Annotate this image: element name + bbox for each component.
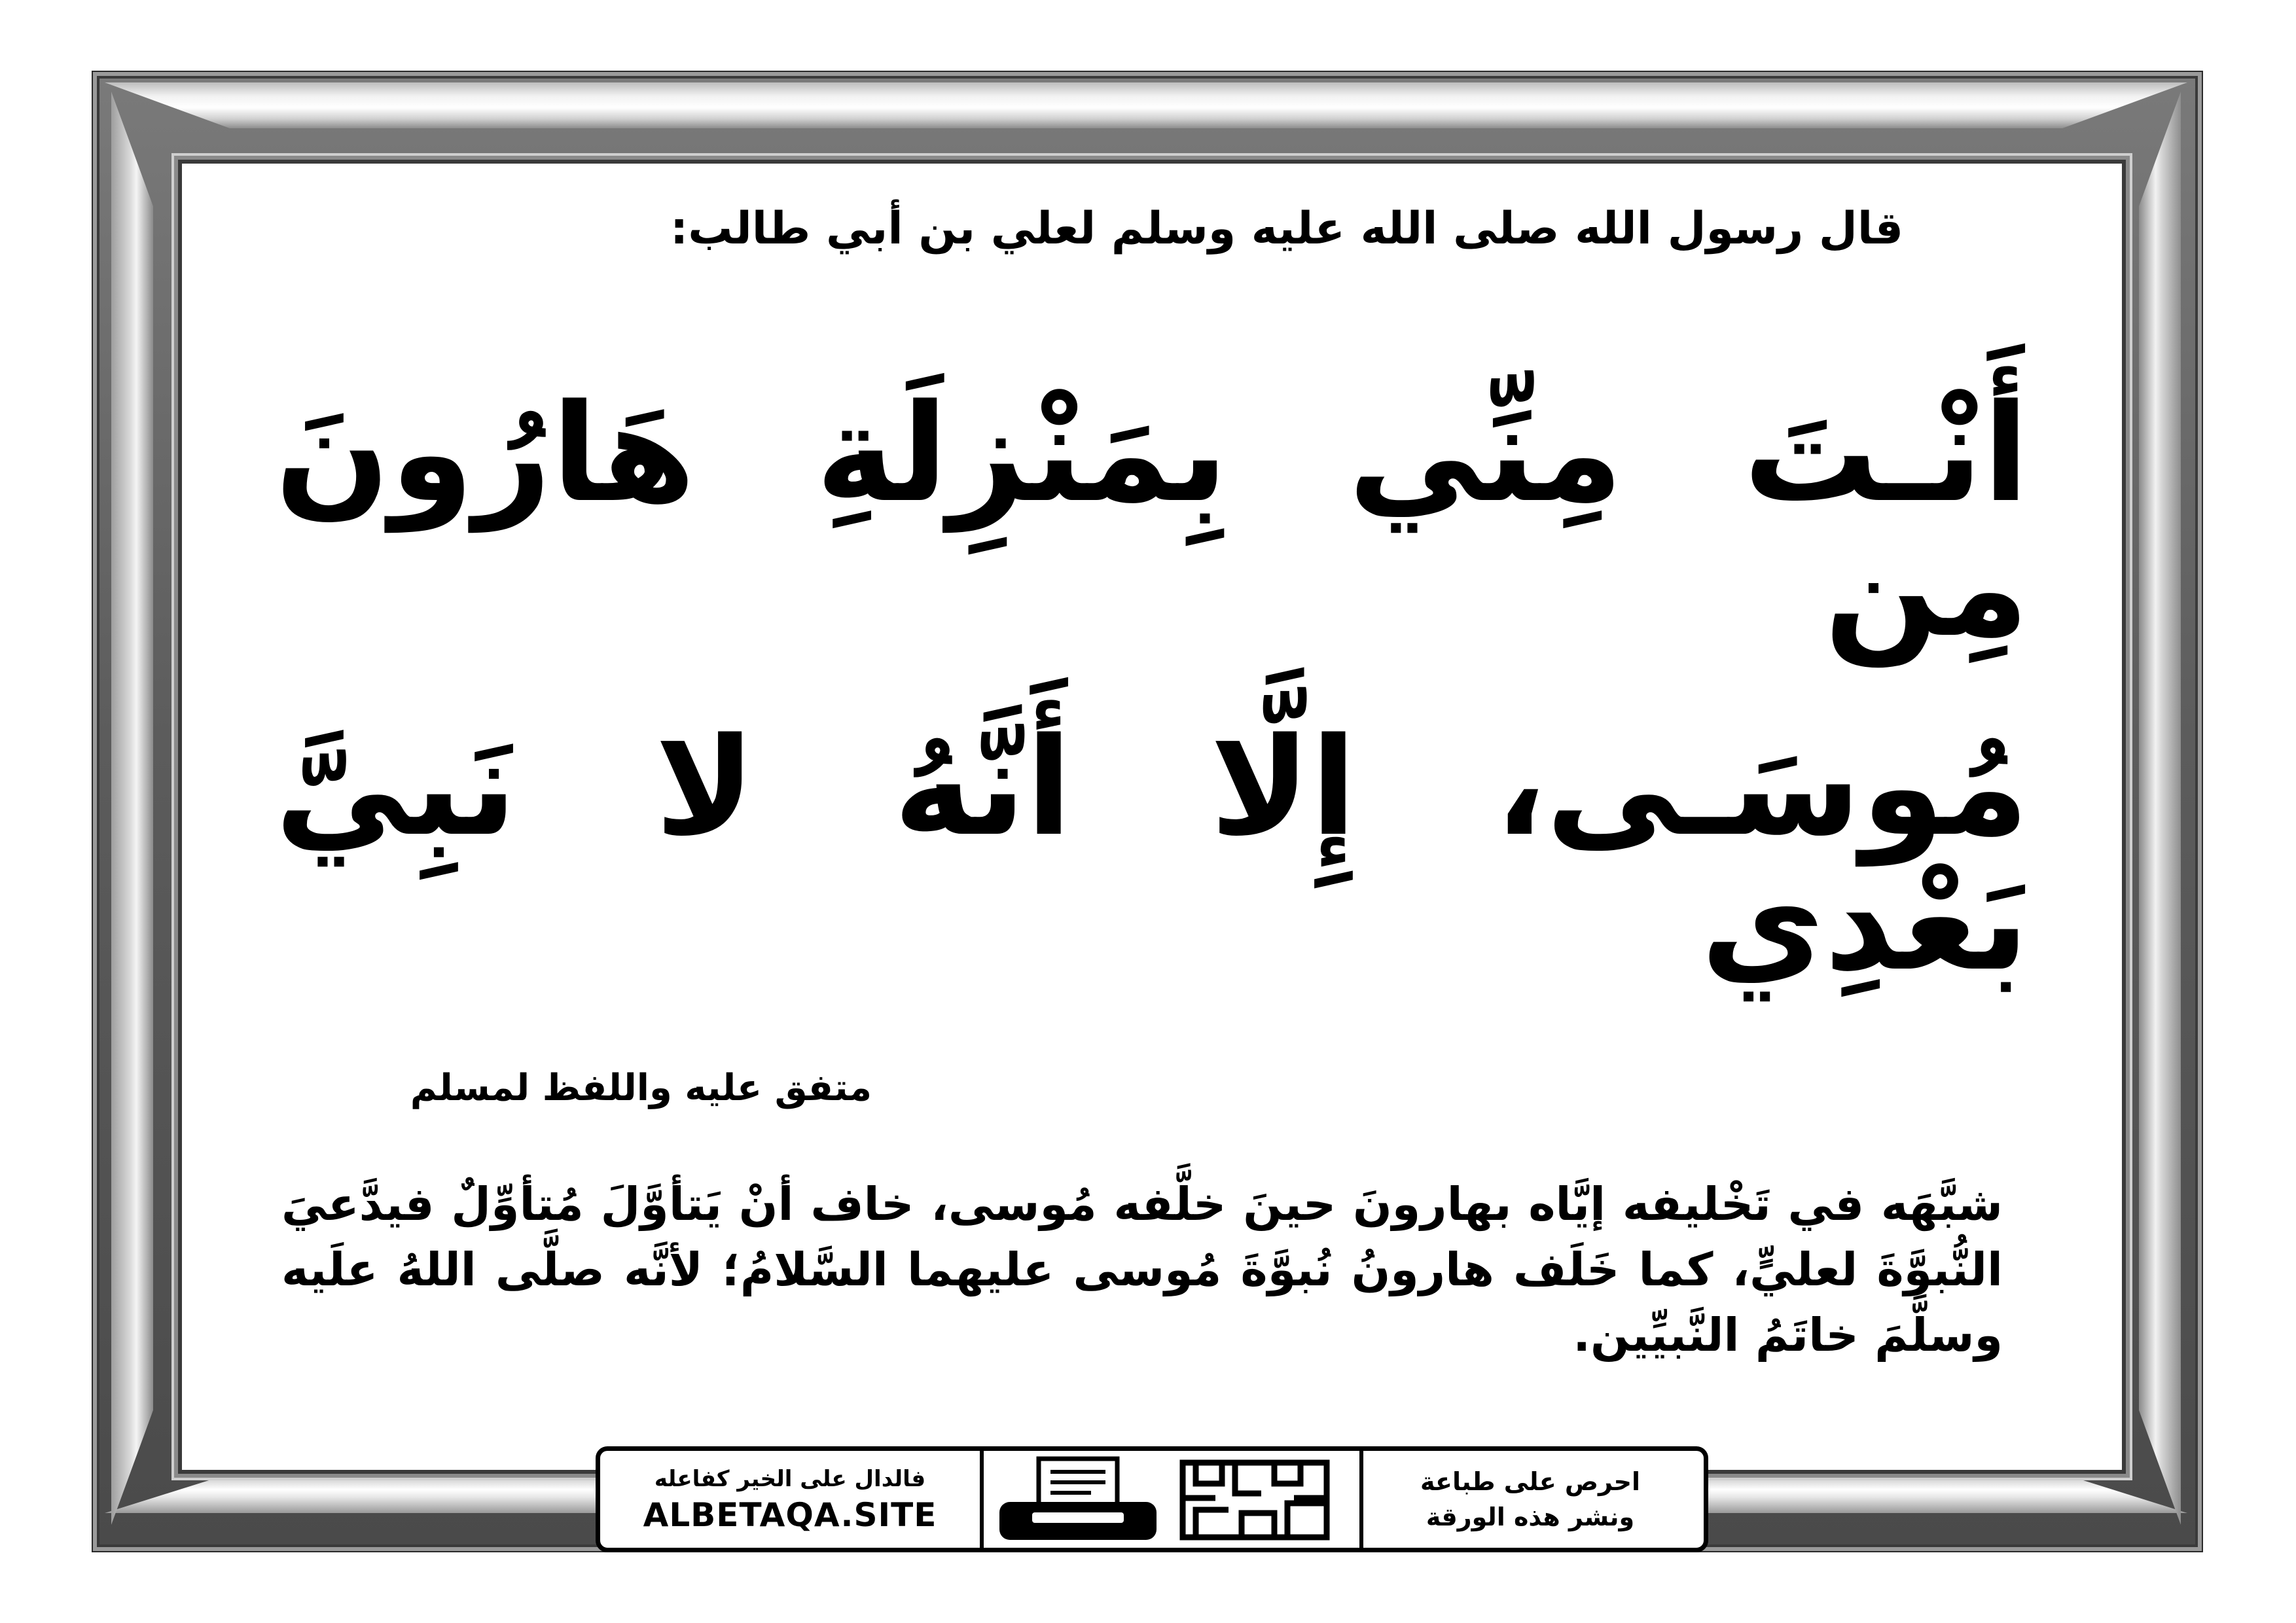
printer-icon: [993, 1456, 1163, 1545]
banner-divider: [1359, 1451, 1363, 1548]
hadith-line-2: مُوسَـى، إِلَّا أَنَّهُ لا نَبِيَّ بَعْدِي: [275, 709, 2029, 1001]
hadith-line-1: أَنْـتَ مِنِّي بِمَنْزِلَةِ هَارُونَ مِن: [275, 375, 2029, 667]
site-link[interactable]: ALBETAQA.SITE: [643, 1496, 937, 1534]
footer-banner: [596, 1446, 1708, 1552]
print-appeal: [1357, 1451, 1704, 1548]
hadith-source: متفق عليه واللفظ لمسلم: [410, 1067, 872, 1109]
site-credit: [600, 1451, 980, 1548]
print-appeal-line-2: ونشر هذه الورقة: [1426, 1503, 1635, 1531]
site-credit-arabic: فالدال على الخير كفاعله: [654, 1466, 926, 1492]
print-appeal-line-1: احرص على طباعة: [1420, 1467, 1641, 1496]
dawatuna-logo: [1176, 1457, 1333, 1543]
frame-rail-top: [105, 82, 2187, 128]
banner-divider: [980, 1451, 984, 1548]
frame-rail-left: [111, 92, 153, 1525]
intro-text: قال رسول الله صلى الله عليه وسلم لعلي بن أبي طالب:: [670, 203, 1903, 255]
explanation-paragraph: شبَّهَه في تَخْليفه إيَّاه بهارونَ حينَ خلَّفه مُوسى، خاف أنْ يَتأوَّلَ مُتأوِّلٌ فيدَّعيَ النُّبوَّةَ لعليٍّ، كما خَلَف هارونُ نُبوَّةَ مُوسى عليهما السَّلامُ؛ لأنَّه صلَّى اللهُ علَيه وسلَّمَ خاتَمُ النَّبيِّين.: [281, 1177, 2003, 1362]
frame-rail-right: [2139, 92, 2181, 1525]
kufic-logo-icon: [1176, 1457, 1333, 1543]
